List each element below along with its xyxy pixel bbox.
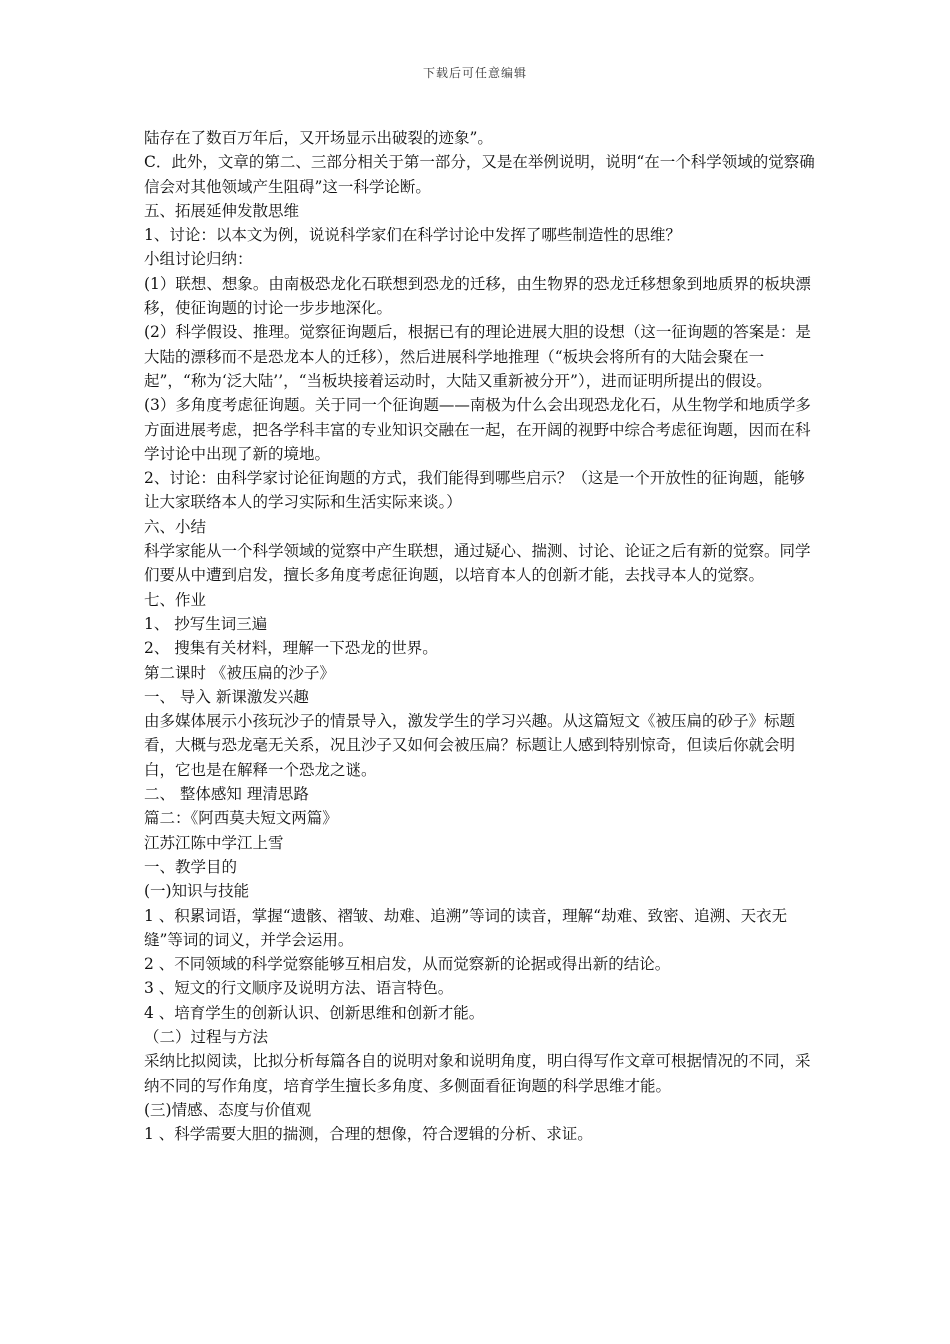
paragraph: 2、讨论：由科学家讨论征询题的方式，我们能得到哪些启示？（这是一个开放性的征询题，能够让大家联络本人的学习实际和生活实际来谈。） <box>144 469 805 512</box>
subsection-heading: (一)知识与技能 <box>144 882 250 901</box>
paragraph: (3）多角度考虑征询题。关于同一个征询题——南极为什么会出现恐龙化石，从生物学和地质学多方面进展考虑，把各学科丰富的专业知识交融在一起，在开阔的视野中综合考虑征询题，因而在科学讨论中出现了新的境地。 <box>144 396 811 463</box>
subsection-heading: (三)情感、态度与价值观 <box>144 1100 312 1119</box>
paragraph: 陆存在了数百万年后，又开场显示出破裂的迹象”。 <box>144 129 493 147</box>
list-item: 2、 搜集有关材料，理解一下恐龙的世界。 <box>144 639 438 658</box>
list-item: 1 、积累词语，掌握“遗骸、褶皱、劫难、追溯”等词的读音，理解“劫难、致密、追溯、天衣无缝”等词的词义，并学会运用。 <box>144 906 788 949</box>
list-item: 2 、不同领域的科学觉察能够互相启发，从而觉察新的论据或得出新的结论。 <box>144 955 671 974</box>
list-item: 4 、培育学生的创新认识、创新思维和创新才能。 <box>144 1003 485 1022</box>
paragraph: (1）联想、想象。由南极恐龙化石联想到恐龙的迁移，由生物界的恐龙迁移想象到地质界的板块漂移，使征询题的讨论一步步地深化。 <box>144 274 811 318</box>
section-heading: 五、拓展延伸发散思维 <box>144 201 300 220</box>
section-heading: 一、 导入 新课激发兴趣 <box>144 687 309 706</box>
section-heading: 第二课时 《被压扁的沙子》 <box>144 663 335 682</box>
section-heading: 二、 整体感知 理清思路 <box>144 785 309 804</box>
paragraph: C．此外，文章的第二、三部分相关于第一部分，又是在举例说明，说明“在一个科学领域的觉察确信会对其他领域产生阻碍”这一科学论断。 <box>144 153 815 196</box>
section-heading: 七、作业 <box>144 590 207 609</box>
paragraph: 科学家能从一个科学领域的觉察中产生联想，通过疑心、揣测、讨论、论证之后有新的觉察。同学们要从中遭到启发，擅长多角度考虑征询题，以培育本人的创新才能，去找寻本人的觉察。 <box>144 542 811 585</box>
list-item: 1 、科学需要大胆的揣测，合理的想像，符合逻辑的分析、求证。 <box>144 1125 593 1144</box>
section-heading: 六、小结 <box>144 517 207 536</box>
document-body <box>144 126 820 1146</box>
list-item: 1、 抄写生词三遍 <box>144 614 268 633</box>
section-heading: 篇二：《阿西莫夫短文两篇》 <box>144 809 338 828</box>
paragraph: 小组讨论归纳： <box>144 250 253 269</box>
subsection-heading: （二）过程与方法 <box>144 1027 269 1046</box>
paragraph: 由多媒体展示小孩玩沙子的情景导入，激发学生的学习兴趣。从这篇短文《被压扁的砂子》标题看，大概与恐龙毫无关系，况且沙子又如何会被压扁？标题让人感到特别惊奇，但读后你就会明白，它也是在解释一个恐龙之谜。 <box>144 712 796 779</box>
paragraph: (2）科学假设、推理。觉察征询题后，根据已有的理论进展大胆的设想（这一征询题的答案是：是大陆的漂移而不是恐龙本人的迁移），然后进展科学地推理（“板块会将所有的大陆会聚在一起”，“称为‘泛大陆’’，“当板块接着运动时，大陆又重新被分开”），进而证明所提出的假设。 <box>144 323 811 390</box>
section-heading: 一、教学目的 <box>144 857 238 876</box>
paragraph: 1、讨论：以本文为例，说说科学家们在科学讨论中发挥了哪些制造性的思维？ <box>144 226 681 245</box>
paragraph: 采纳比拟阅读，比拟分析每篇各自的说明对象和说明角度，明白得写作文章可根据情况的不同，采纳不同的写作角度，培育学生擅长多角度、多侧面看征询题的科学思维才能。 <box>144 1052 811 1095</box>
list-item: 3 、短文的行文顺序及说明方法、语言特色。 <box>144 979 454 998</box>
page-header: 下载后可任意编辑 <box>422 66 527 80</box>
author-line: 江苏江陈中学江上雪 <box>144 833 284 852</box>
